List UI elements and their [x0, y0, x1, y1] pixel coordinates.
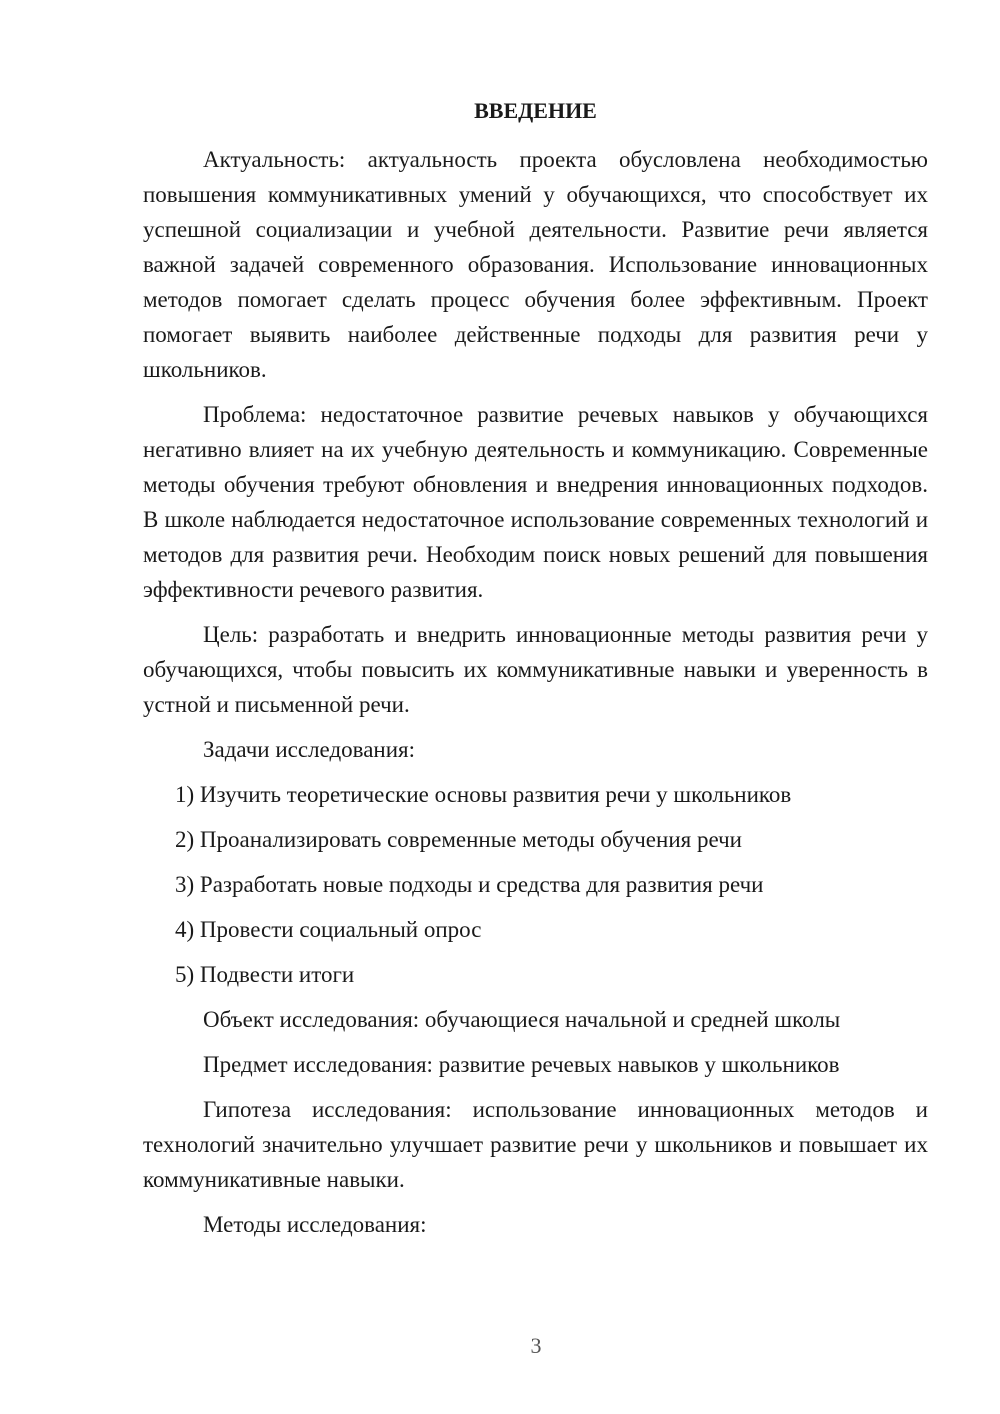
task-item-3: 3) Разработать новые подходы и средства для развития речи: [175, 872, 764, 897]
hypothesis-paragraph: Гипотеза исследования: использование инновационных методов и технологий значительно улучшает развитие речи у школьников и повышает их коммуникативные навыки.: [143, 1097, 928, 1192]
section-title: ВВЕДЕНИЕ: [474, 98, 597, 123]
problem-paragraph: Проблема: недостаточное развитие речевых навыков у обучающихся негативно влияет на их учебную деятельность и коммуникацию. Современные методы обучения требуют обновления и внедрения инновационных подходов. В школе наблюдается недостаточное использование современных технологий и методов для развития речи. Необходим поиск новых решений для повышения эффективности речевого развития.: [143, 402, 928, 602]
task-item-1: 1) Изучить теоретические основы развития речи у школьников: [175, 782, 792, 807]
tasks-list: [143, 777, 928, 992]
document-body: [143, 142, 928, 1252]
goal-paragraph: Цель: разработать и внедрить инновационные методы развития речи у обучающихся, чтобы повысить их коммуникативные навыки и уверенность в устной и письменной речи.: [143, 622, 928, 717]
tasks-heading: Задачи исследования:: [203, 737, 416, 762]
relevance-paragraph: Актуальность: актуальность проекта обусловлена необходимостью повышения коммуникативных умений у обучающихся, что способствует их успешной социализации и учебной деятельности. Развитие речи является важной задачей современного образования. Использование инновационных методов помогает сделать процесс обучения более эффективным. Проект помогает выявить наиболее действенные подходы для развития речи у школьников.: [143, 147, 928, 382]
task-item-2: 2) Проанализировать современные методы обучения речи: [175, 827, 742, 852]
page-number: 3: [530, 1333, 542, 1358]
object-paragraph: Объект исследования: обучающиеся начальной и средней школы: [203, 1007, 841, 1032]
task-item-4: 4) Провести социальный опрос: [175, 917, 482, 942]
subject-paragraph: Предмет исследования: развитие речевых навыков у школьников: [203, 1052, 840, 1077]
task-item-5: 5) Подвести итоги: [175, 962, 355, 987]
methods-heading: Методы исследования:: [203, 1212, 427, 1237]
